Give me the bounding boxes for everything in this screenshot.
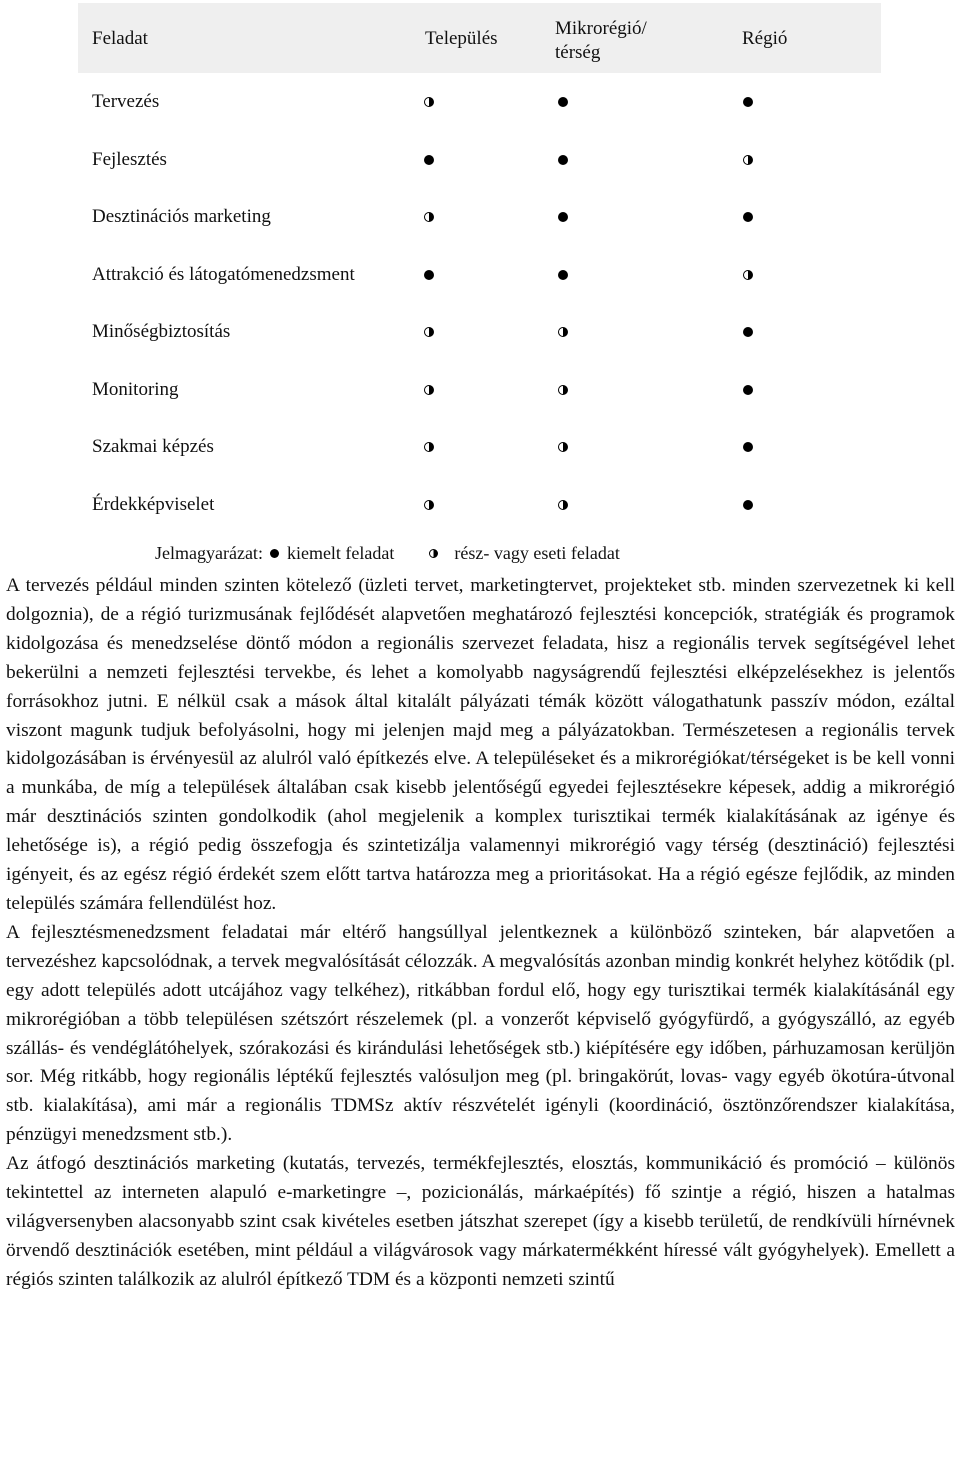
half-circle-icon — [424, 327, 434, 337]
full-circle-icon — [270, 549, 279, 558]
full-circle-icon — [558, 155, 568, 165]
full-circle-icon — [743, 385, 753, 395]
full-circle-icon — [424, 155, 434, 165]
table-row — [78, 490, 881, 520]
body-text — [6, 572, 955, 1295]
full-circle-icon — [558, 270, 568, 280]
full-circle-icon — [743, 97, 753, 107]
task-label: Desztinációs marketing — [92, 206, 271, 227]
table-header — [78, 3, 881, 73]
table-row — [78, 145, 881, 175]
legend-full-label: kiemelt feladat — [286, 543, 395, 563]
header-task: Feladat — [92, 28, 148, 49]
full-circle-icon — [743, 212, 753, 222]
full-circle-icon — [743, 442, 753, 452]
half-circle-icon — [424, 442, 434, 452]
table-row — [78, 87, 881, 117]
half-circle-icon — [424, 385, 434, 395]
full-circle-icon — [743, 500, 753, 510]
task-label: Tervezés — [92, 91, 160, 112]
table-row — [78, 260, 881, 290]
paragraph-development-management: A fejlesztésmenedzsment feladatai már eltérő hangsúllyal jelentkeznek a különböző szinteken, bár alapvetően a tervezéshez kapcsolódnak, a tervek megvalósítását célozzák. A megvalósítás azonban mindig konkrét helyhez kötődik (pl. egy adott település adott utcájához vagy telkéhez), ritkábban fordul elő, hogy egy turisztikai termék kialakításánál egy mikrorégióban a több településen szétszórt részelemek (pl. a vonzerőt képviselő gyógyfürdő, a gyógyszálló, az egyéb szállás- és vendéglátóhelyek, szórakozási és kirándulási lehetőségek stb.) kiépítésére egy időben, párhuzamosan kerüljön sor. Még ritkább, hogy regionális léptékű fejlesztés valósuljon meg (pl. bringakörút, lovas- vagy egyéb ökotúra-útvonal stb. kialakítása), ami már a regionális TDMSz aktív részvételét igényli (koordináció, ösztönzőrendszer kialakítása, pénzügyi menedzsment stb.). — [6, 921, 955, 1146]
legend — [155, 543, 620, 564]
half-circle-icon — [743, 270, 753, 280]
full-circle-icon — [424, 270, 434, 280]
task-label: Attrakció és látogatómenedzsment — [92, 263, 355, 285]
header-region: Régió — [742, 28, 788, 49]
half-circle-icon — [424, 500, 434, 510]
task-label: Monitoring — [92, 378, 179, 400]
table-row — [78, 202, 881, 232]
task-label: Minőségbiztosítás — [92, 321, 231, 342]
half-circle-icon — [558, 385, 568, 395]
paragraph-planning: A tervezés például minden szinten kötelező (üzleti tervet, marketingtervet, projekteket stb. minden szervezetnek ki kell dolgoznia), de a régió turizmusának fejlődését alapvetően meghatározó fejlesztési koncepciók, stratégiák és programok kidolgozása és menedzselése döntő módon a regionális szervezet feladata, hisz a regionális tervek segítségével lehet bekerülni a nemzeti fejlesztési tervekbe, és lehet a komolyabb nagyságrendű fejlesztési elképzelésekhez is jelentős forrásokhoz jutni. E nélkül csak a mások által kitalált pályázati témák között válogathatunk passzív módon, ezáltal viszont magunk tudjuk befolyásolni, hogy mi jelenjen majd meg a pályázatokban. Természetesen a regionális tervek kidolgozásában is érvényesül az alulról való építkezés elve. A településeket és a mikrorégiókat/térségeket is be kell vonni a munkába, de míg a települések általában csak kisebb jelentőségű egyedei fejlesztésekre képesek, addig a mikrorégió már desztinációs szinten gondolkodik (ahol megjelenik a komplex turisztikai termék kialakításának az igénye és lehetősége is), a régió pedig összefogja és szintetizálja valamennyi mikrorégió vagy térség (desztináció) fejlesztési igényeit, és az egész régió érdekét szem előtt tartva határozza meg a prioritásokat. Ha a régió egésze fejlődik, az minden település számára fellendülést hoz. — [6, 575, 955, 914]
header-settlement: Település — [425, 28, 498, 49]
task-label: Szakmai képzés — [92, 436, 214, 457]
full-circle-icon — [743, 327, 753, 337]
legend-half-label: rész- vagy eseti feladat — [454, 543, 620, 563]
paragraph-destination-marketing: Az átfogó desztinációs marketing (kutatás, tervezés, termékfejlesztés, elosztás, kommunikáció és promóció – különös tekintettel az interneten alapuló e-marketingre –, pozicionálás, márkaépítés) fő szintje a régió, hiszen a hatalmas világversenyben alacsonyabb szint csak kivételes esetben játszhat szerepet (így a kisebb területű, de rendkívüli hírnévnek örvendő desztinációk esetében, mint például a világvárosok vagy márkatermékként híressé vált gyógyhelyek). Emellett a régiós szinten találkozik az alulról építkező TDM és a központi nemzeti szintű — [6, 1153, 955, 1290]
full-circle-icon — [558, 97, 568, 107]
table-row — [78, 432, 881, 462]
half-circle-icon — [558, 327, 568, 337]
half-circle-icon — [558, 442, 568, 452]
table-row — [78, 317, 881, 347]
half-circle-icon — [424, 212, 434, 222]
half-circle-icon — [429, 549, 438, 558]
header-microregion: Mikrorégió/ térség — [555, 18, 647, 63]
half-circle-icon — [743, 155, 753, 165]
half-circle-icon — [424, 97, 434, 107]
table-row — [78, 375, 881, 405]
task-label: Fejlesztés — [92, 148, 167, 170]
full-circle-icon — [558, 212, 568, 222]
legend-prefix: Jelmagyarázat: — [155, 543, 263, 563]
half-circle-icon — [558, 500, 568, 510]
task-label: Érdekképviselet — [92, 493, 215, 515]
